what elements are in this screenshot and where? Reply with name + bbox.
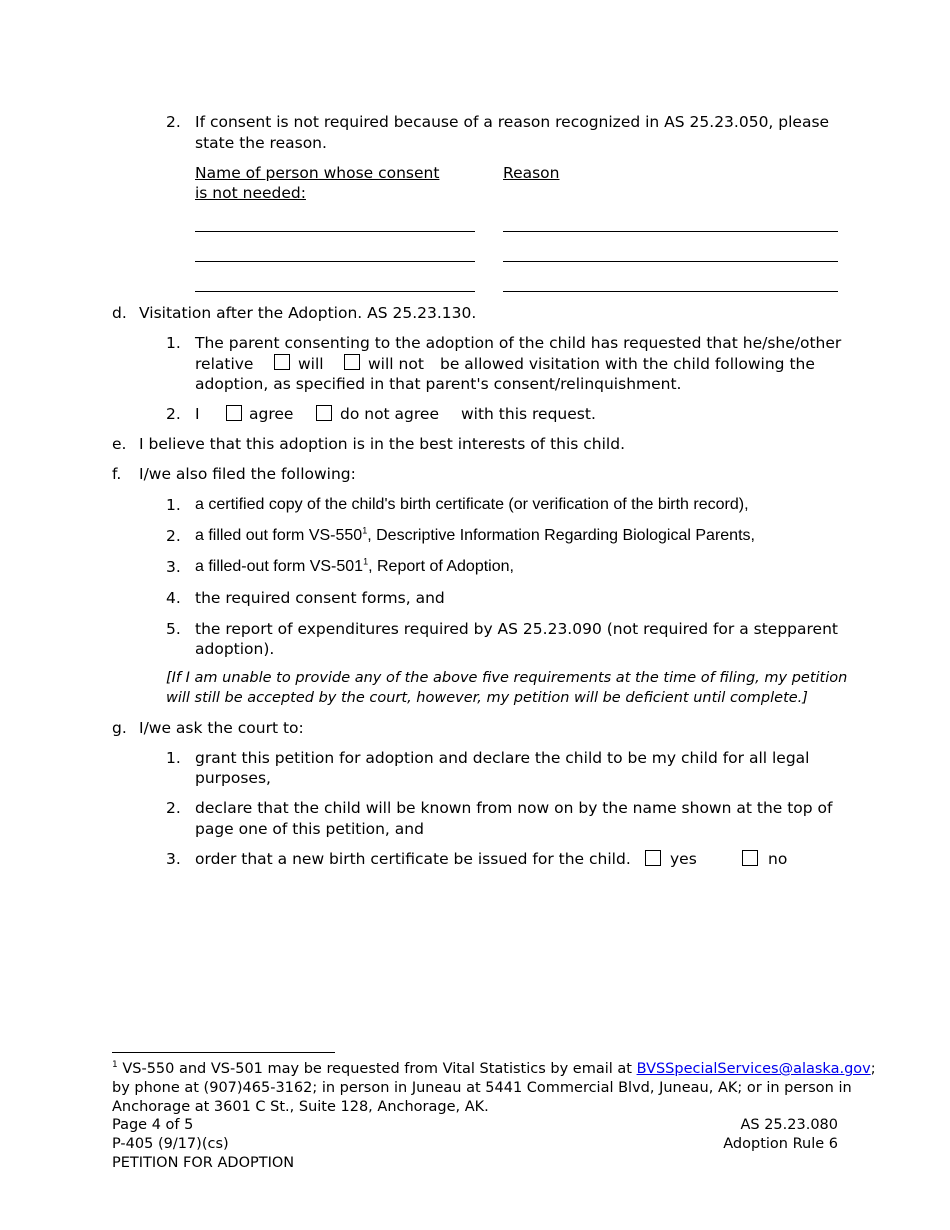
filing-note-line2: will still be accepted by the court, however, my petition will be deficient until complete.]: [166, 690, 808, 706]
reason-entry-line-3[interactable]: [503, 291, 838, 292]
item-d1-line3: adoption, as specified in that parent's consent/relinquishment.: [195, 375, 682, 393]
item-g2-number: 2.: [166, 799, 181, 817]
col-header-name: Name of person whose consent: [195, 164, 440, 182]
footer-form-number: P-405 (9/17)(cs): [112, 1136, 229, 1152]
item-c2-text-line1: If consent is not required because of a reason recognized in AS 25.23.050, please: [195, 113, 830, 131]
item-f4-number: 4.: [166, 589, 181, 607]
item-d2-i: I: [195, 405, 200, 423]
footnote-line2: by phone at (907)465-3162; in person in Juneau at 5441 Commercial Blvd, Juneau, AK; or in person in: [112, 1080, 852, 1096]
footnote-ref: 1: [363, 556, 369, 567]
footnote-separator: [112, 1052, 335, 1053]
item-f4-text: the required consent forms, and: [195, 589, 445, 607]
item-f-letter: f.: [112, 465, 122, 483]
item-f3-number: 3.: [166, 558, 181, 576]
item-g2-line2: page one of this petition, and: [195, 820, 424, 838]
do-not-agree-checkbox[interactable]: [316, 405, 332, 421]
reason-entry-line-1[interactable]: [503, 231, 838, 232]
item-c2-text-line2: state the reason.: [195, 134, 327, 152]
item-d1-line1: The parent consenting to the adoption of the child has requested that he/she/other: [195, 334, 842, 352]
footnote-line3: Anchorage at 3601 C St., Suite 128, Anchorage, AK.: [112, 1099, 489, 1115]
no-label: no: [768, 850, 788, 868]
item-f-title: I/we also filed the following:: [139, 465, 356, 483]
footer-page-number: Page 4 of 5: [112, 1117, 194, 1133]
email-link[interactable]: BVSSpecialServices@alaska.gov: [636, 1061, 871, 1077]
item-d2-number: 2.: [166, 405, 181, 423]
item-g1-number: 1.: [166, 749, 181, 767]
will-checkbox[interactable]: [274, 354, 290, 370]
footnote-line1-text: VS-550 and VS-501 may be requested from Vital Statistics by email at: [122, 1061, 637, 1077]
item-d-title: Visitation after the Adoption. AS 25.23.130.: [139, 304, 477, 322]
yes-label: yes: [670, 850, 697, 868]
item-f5-number: 5.: [166, 620, 181, 638]
item-d1-line2-rest: be allowed visitation with the child following the: [440, 355, 815, 373]
footnote-line1-end: ;: [870, 1061, 876, 1077]
yes-checkbox[interactable]: [645, 850, 661, 866]
item-f3-text: [195, 558, 514, 576]
item-d2-rest: with this request.: [461, 405, 596, 423]
item-d1-relative: relative: [195, 355, 254, 373]
item-f5-line2: adoption).: [195, 640, 275, 658]
item-e-letter: e.: [112, 435, 127, 453]
name-entry-line-3[interactable]: [195, 291, 475, 292]
item-d1-number: 1.: [166, 334, 181, 352]
item-f2-pre: a filled out form VS-550: [195, 527, 363, 544]
footnote-line1: [112, 1061, 876, 1077]
item-f1-text: a certified copy of the child's birth certificate (or verification of the birth record),: [195, 496, 749, 513]
footer-statute: AS 25.23.080: [740, 1117, 838, 1133]
footer-form-title: PETITION FOR ADOPTION: [112, 1155, 295, 1171]
item-f3-post: , Report of Adoption,: [368, 558, 514, 575]
footnote-mark: 1: [112, 1060, 118, 1071]
name-entry-line-1[interactable]: [195, 231, 475, 232]
footnote-ref: 1: [362, 525, 368, 536]
item-f2-number: 2.: [166, 527, 181, 545]
col-header-reason: Reason: [503, 164, 560, 182]
agree-checkbox[interactable]: [226, 405, 242, 421]
name-entry-line-2[interactable]: [195, 261, 475, 262]
item-f3-pre: a filled-out form VS-501: [195, 558, 364, 575]
footer-rule: Adoption Rule 6: [723, 1136, 838, 1152]
item-g1-line1: grant this petition for adoption and declare the child to be my child for all legal: [195, 749, 810, 767]
filing-note-line1: [If I am unable to provide any of the above five requirements at the time of filing, my petition: [166, 670, 848, 686]
item-g3-number: 3.: [166, 850, 181, 868]
will-not-label: will not: [368, 355, 424, 373]
reason-entry-line-2[interactable]: [503, 261, 838, 262]
item-g-letter: g.: [112, 719, 127, 737]
item-c2-number: 2.: [166, 113, 181, 131]
item-f1-number: 1.: [166, 496, 181, 514]
item-g2-line1: declare that the child will be known from now on by the name shown at the top of: [195, 799, 833, 817]
item-e-text: I believe that this adoption is in the best interests of this child.: [139, 435, 626, 453]
item-f2-post: , Descriptive Information Regarding Biological Parents,: [367, 527, 755, 544]
item-f2-text: [195, 527, 755, 545]
item-g1-line2: purposes,: [195, 769, 271, 787]
item-f5-line1: the report of expenditures required by AS 25.23.090 (not required for a stepparent: [195, 620, 838, 638]
do-not-agree-label: do not agree: [340, 405, 440, 423]
will-not-checkbox[interactable]: [344, 354, 360, 370]
item-g-title: I/we ask the court to:: [139, 719, 304, 737]
no-checkbox[interactable]: [742, 850, 758, 866]
agree-label: agree: [249, 405, 294, 423]
item-g3-text: order that a new birth certificate be issued for the child.: [195, 850, 631, 868]
item-d-letter: d.: [112, 304, 127, 322]
will-label: will: [298, 355, 324, 373]
col-header-name-line2: is not needed:: [195, 184, 306, 202]
